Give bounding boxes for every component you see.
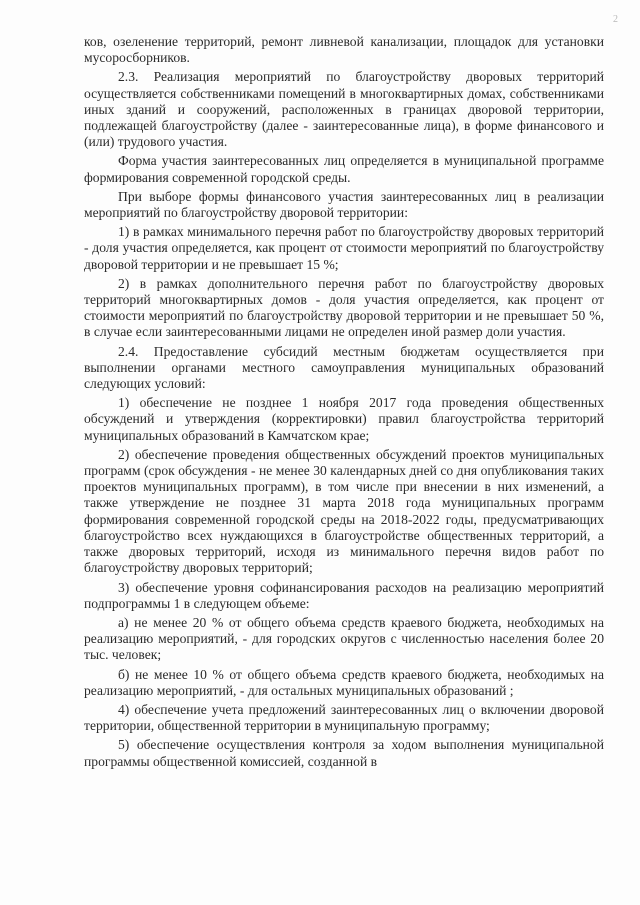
paragraph-2-4: 2.4. Предоставление субсидий местным бюджетам осуществляется при выполнении органами местного самоуправления муниципальных образований следующих условий: — [84, 343, 604, 392]
list-item-minimal-list: 1) в рамках минимального перечня работ по благоустройству дворовых территорий - доля участия определяется, как процент от стоимости мероприятий по благоустройству дворовой территории и не превышает 15 %; — [84, 224, 604, 272]
list-item-condition-3: 3) обеспечение уровня софинансирования расходов на реализацию мероприятий подпрограммы 1 в следующем объеме: — [84, 579, 604, 611]
list-item-condition-3a: а) не менее 20 % от общего объема средств краевого бюджета, необходимых на реализацию мероприятий, - для городских округов с численностью населения более 20 тыс. человек; — [84, 614, 604, 663]
paragraph-continuation: ков, озеленение территорий, ремонт ливневой канализации, площадок для установки мусоросборников. — [84, 34, 604, 66]
paragraph-participation-form: Форма участия заинтересованных лиц определяется в муниципальной программе формирования современной городской среды. — [84, 153, 604, 185]
list-item-condition-3b: б) не менее 10 % от общего объема средств краевого бюджета, необходимых на реализацию мероприятий, - для остальных муниципальных образований ; — [84, 666, 604, 698]
list-item-condition-2: 2) обеспечение проведения общественных обсуждений проектов муниципальных программ (срок обсуждения - не менее 30 календарных дней со дня опубликования таких проектов муниципальных программ), в том числе при внесении в них изменений, а также утверждение не позднее 31 марта 2018 года муниципальных программ формирования современной городской среды на 2018-2022 годы, предусматривающих благоустройство всех нуждающихся в благоустройстве общественных территорий, а также дворовых территорий, исходя из минимального перечня видов работ по благоустройству дворовых территорий; — [84, 446, 604, 576]
document-body — [84, 34, 604, 773]
page-number: 2 — [613, 14, 618, 25]
list-item-condition-4: 4) обеспечение учета предложений заинтересованных лиц о включении дворовой территории, общественной территории в муниципальную программу; — [84, 701, 604, 734]
list-item-condition-5: 5) обеспечение осуществления контроля за ходом выполнения муниципальной программы общественной комиссией, созданной в — [84, 737, 604, 769]
list-item-additional-list: 2) в рамках дополнительного перечня работ по благоустройству дворовых территорий многоквартирных домов - доля участия определяется, как процент от стоимости мероприятий по благоустройству дворовой территории и не превышает 50 %, в случае если заинтересованными лицами не определен иной размер доли участия. — [84, 275, 604, 340]
paragraph-financial-participation: При выборе формы финансового участия заинтересованных лиц в реализации мероприятий по благоустройству дворовой территории: — [84, 188, 604, 221]
list-item-condition-1: 1) обеспечение не позднее 1 ноября 2017 года проведения общественных обсуждений и утверждения (корректировки) правил благоустройства территорий муниципальных образований в Камчатском крае; — [84, 395, 604, 443]
paragraph-2-3: 2.3. Реализация мероприятий по благоустройству дворовых территорий осуществляется собственниками помещений в многоквартирных домах, собственниками иных зданий и сооружений, расположенных в границах дворовой территории, подлежащей благоустройству (далее - заинтересованные лица), в форме финансового и (или) трудового участия. — [84, 69, 604, 150]
